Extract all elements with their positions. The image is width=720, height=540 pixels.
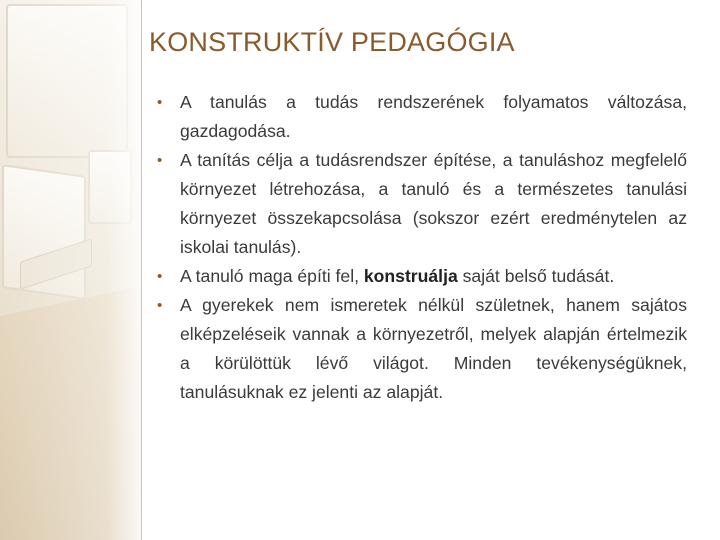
slide-content xyxy=(157,88,687,407)
bullet-item xyxy=(157,146,687,262)
divider-line xyxy=(141,0,142,540)
bullet-item xyxy=(157,291,687,407)
bullet-dot-icon: • xyxy=(157,94,163,111)
bullet-list xyxy=(157,88,687,407)
bullet-text: A tanulás a tudás rendszerének folyamatos változása, gazdagodása. xyxy=(180,92,687,141)
photo-fade-overlay xyxy=(0,0,142,540)
bullet-dot-icon: • xyxy=(157,152,163,169)
bullet-text-bold: konstruálja xyxy=(363,266,458,286)
bullet-text-pre: A tanuló maga építi fel, xyxy=(180,266,364,286)
computer-lab-photo xyxy=(0,0,142,540)
bullet-item xyxy=(157,88,687,146)
slide-title: KONSTRUKTÍV PEDAGÓGIA xyxy=(149,27,515,57)
bullet-text: A tanítás célja a tudásrendszer építése, a tanuláshoz megfelelő környezet létrehozása, a tanuló és a természetes tanulási környezet összekapcsolása (sokszor ezért eredménytelen az iskolai tanulás). xyxy=(180,150,687,257)
bullet-item xyxy=(157,262,687,291)
bullet-text: A gyerekek nem ismeretek nélkül születnek, hanem sajátos elképzeléseik vannak a környezetről, melyek alapján értelmezik a körülöttük lévő világot. Minden tevékenységüknek, tanulásuknak ez jelenti az alapját. xyxy=(180,295,687,402)
bullet-text-post: saját belső tudását. xyxy=(457,266,615,286)
bullet-dot-icon: • xyxy=(157,297,163,314)
bullet-dot-icon: • xyxy=(157,268,163,285)
